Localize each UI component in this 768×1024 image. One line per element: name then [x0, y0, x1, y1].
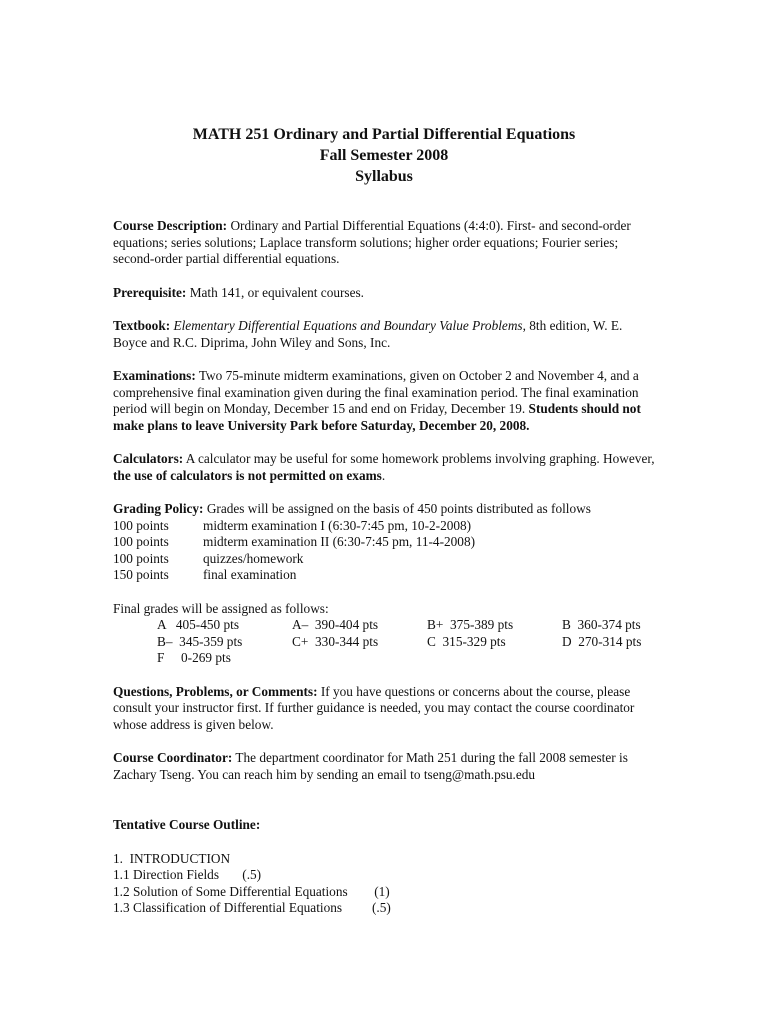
grade-cell: B 360-374 pts: [562, 617, 641, 632]
coordinator-paragraph: [113, 750, 658, 783]
coordinator-text: The department coordinator for Math 251 during the fall 2008 semester is Zachary Tseng. You can reach him by sending an email to tseng@math.psu.edu: [113, 750, 628, 782]
final-grades-intro: Final grades will be assigned as follows:: [113, 600, 329, 616]
grading-row: [113, 534, 658, 551]
grade-cell: [562, 650, 677, 667]
calculators-policy: the use of calculators is not permitted on exams: [113, 467, 382, 483]
grade-cell: A– 390-404 pts: [292, 617, 379, 632]
grading-points: 100 points: [113, 534, 169, 549]
grade-cell: C 315-329 pts: [427, 633, 506, 649]
grading-description: midterm examination I (6:30-7:45 pm, 10-2-2008): [203, 517, 472, 533]
outline-label: Tentative Course Outline:: [113, 817, 261, 832]
questions-label: Questions, Problems, or Comments:: [113, 683, 318, 699]
examinations-warning: Students should not make plans to leave University Park before Saturday, December 20, 2008.: [113, 401, 641, 433]
document-body: [113, 218, 658, 917]
textbook-title: Elementary Differential Equations and Boundary Value Problems: [173, 318, 523, 333]
examinations-paragraph: [113, 368, 658, 434]
final-grades-section: [113, 601, 658, 667]
prerequisite-paragraph: [113, 285, 658, 302]
grading-row: [113, 551, 658, 568]
grade-cell: B+ 375-389 pts: [427, 617, 514, 632]
title-course-name: MATH 251 Ordinary and Partial Differential Equations: [192, 126, 576, 143]
grade-cell: F 0-269 pts: [157, 650, 231, 665]
textbook-label: Textbook:: [113, 318, 171, 333]
grading-points: 100 points: [113, 517, 169, 533]
document-title: [0, 124, 768, 187]
outline-item: 1.3 Classification of Differential Equations (.5): [113, 900, 391, 915]
grading-description: final examination: [203, 567, 297, 582]
examinations-label: Examinations:: [113, 368, 196, 383]
grading-row: [113, 567, 658, 584]
textbook-paragraph: [113, 318, 658, 351]
grading-points: 150 points: [113, 567, 169, 582]
grade-cell: D 270-314 pts: [562, 633, 642, 649]
grade-cell: C+ 330-344 pts: [292, 633, 379, 649]
outline-heading-paragraph: [113, 817, 658, 834]
prerequisite-text: Math 141, or equivalent courses.: [186, 284, 364, 300]
course-description-text: Ordinary and Partial Differential Equations (4:4:0). First- and second-order equations; series solutions; Laplace transform solutions; higher order equations; Fourier series; second-order partial differential equations.: [113, 218, 631, 266]
grading-policy-label: Grading Policy:: [113, 501, 204, 516]
outline-item: 1. INTRODUCTION: [113, 850, 231, 866]
textbook-details: , 8th edition, W. E. Boyce and R.C. Diprima, John Wiley and Sons, Inc.: [113, 318, 623, 350]
grading-policy-section: [113, 501, 658, 584]
course-description-label: Course Description:: [113, 218, 228, 233]
calculators-tail: .: [381, 467, 386, 483]
course-description-paragraph: [113, 218, 658, 268]
final-grades-table: [157, 617, 658, 667]
grading-description: midterm examination II (6:30-7:45 pm, 11-4-2008): [203, 534, 476, 549]
prerequisite-label: Prerequisite:: [113, 284, 187, 300]
questions-paragraph: [113, 684, 658, 734]
grading-policy-text: Grades will be assigned on the basis of 450 points distributed as follows: [203, 501, 591, 516]
calculators-paragraph: [113, 451, 658, 484]
grading-description: quizzes/homework: [203, 550, 304, 566]
grade-cell: [427, 650, 562, 667]
coordinator-label: Course Coordinator:: [113, 750, 233, 765]
grade-cell: A 405-450 pts: [157, 617, 240, 632]
title-semester: Fall Semester 2008: [319, 147, 449, 164]
grading-row: [113, 518, 658, 535]
calculators-text: A calculator may be useful for some homework problems involving graphing. However,: [183, 451, 655, 466]
examinations-text: Two 75-minute midterm examinations, given on October 2 and November 4, and a comprehensive final examination given during the final examination period. The final examination period will begin on Monday, December 15 and end on Friday, December 19.: [113, 368, 639, 416]
calculators-label: Calculators:: [113, 451, 184, 466]
questions-text: If you have questions or concerns about the course, please consult your instructor first. If further guidance is needed, you may contact the course coordinator whose address is given below.: [113, 683, 635, 732]
grading-points: 100 points: [113, 550, 169, 566]
grade-cell: B– 345-359 pts: [157, 633, 243, 649]
outline-item: 1.1 Direction Fields (.5): [113, 867, 262, 882]
spacer: [113, 800, 658, 817]
title-syllabus: Syllabus: [355, 168, 413, 185]
grade-cell: [292, 650, 427, 667]
course-outline-list: [113, 851, 658, 917]
outline-item: 1.2 Solution of Some Differential Equations (1): [113, 883, 390, 899]
